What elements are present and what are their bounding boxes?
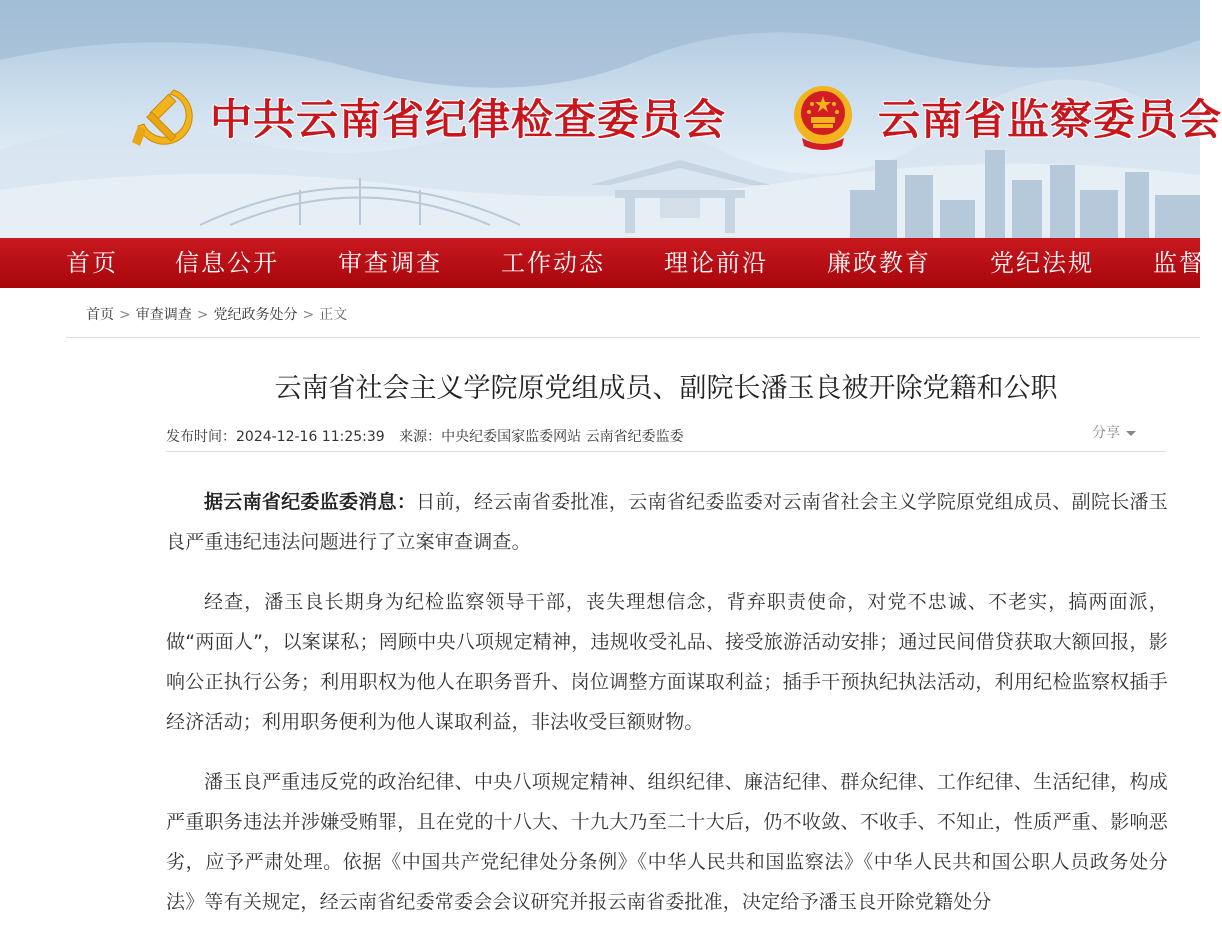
breadcrumb-divider <box>66 337 1200 338</box>
article-paragraph <box>166 482 1168 562</box>
share-label: 分享 <box>1092 425 1120 441</box>
article-meta <box>166 426 694 446</box>
cpc-commission-title: 中共云南省纪律检查委员会 <box>210 95 727 144</box>
publish-time: 发布时间：2024-12-16 11:25:39 <box>166 429 385 445</box>
article-source: 来源：中央纪委国家监委网站 云南省纪委监委 <box>399 429 684 445</box>
article-paragraph: 经查，潘玉良长期身为纪检监察领导干部，丧失理想信念，背弃职责使命，对党不忠诚、不老实，搞两面派，做“两面人”，以案谋私；罔顾中央八项规定精神，违规收受礼品、接受旅游活动安排；通过民间借贷获取大额回报，影响公正执行公务；利用职权为他人在职务晋升、岗位调整方面谋取利益；插手干预执纪执法活动，利用纪检监察权插手经济活动；利用职务便利为他人谋取利益，非法收受巨额财物。 <box>166 591 1168 733</box>
breadcrumb-separator: > <box>119 307 131 323</box>
nav-item-theory-frontier[interactable]: 理论前沿 <box>664 249 768 277</box>
main-nav <box>0 238 1205 288</box>
breadcrumb-current: 正文 <box>319 307 348 323</box>
article-title: 云南省社会主义学院原党组成员、副院长潘玉良被开除党籍和公职 <box>274 373 1058 404</box>
breadcrumb-discipline-sanctions[interactable]: 党纪政务处分 <box>213 307 298 323</box>
site-header <box>0 0 1222 238</box>
supervision-brand <box>792 84 1222 150</box>
nav-item-supervision[interactable]: 监督 <box>1153 249 1205 277</box>
article-body <box>166 482 1168 942</box>
breadcrumb-separator: > <box>302 307 315 323</box>
chevron-down-icon <box>1126 431 1136 436</box>
lead-source: 据云南省纪委监委消息： <box>204 491 417 513</box>
article-paragraph: 潘玉良严重违反党的政治纪律、中央八项规定精神、组织纪律、廉洁纪律、群众纪律、工作纪律、生活纪律，构成严重职务违法并涉嫌受贿罪，且在党的十八大、十九大乃至二十大后，仍不收敛、不收手、不知止，性质严重、影响恶劣，应予严肃处理。依据《中国共产党纪律处分条例》《中华人民共和国监察法》《中华人民共和国公职人员政务处分法》等有关规定，经云南省纪委常委会会议研究并报云南省委批准，决定给予潘玉良开除党籍处分 <box>166 771 1168 913</box>
national-emblem-icon <box>792 84 854 150</box>
nav-item-home[interactable]: 首页 <box>66 249 118 277</box>
breadcrumb <box>86 304 347 324</box>
breadcrumb-separator: > <box>196 307 209 323</box>
breadcrumb-home[interactable]: 首页 <box>86 307 114 323</box>
supervision-commission-title: 云南省监察委员会 <box>878 95 1222 144</box>
meta-divider <box>166 451 1166 452</box>
nav-item-info-disclosure[interactable]: 信息公开 <box>175 249 279 277</box>
cpc-brand <box>128 84 726 150</box>
nav-item-party-regulations[interactable]: 党纪法规 <box>990 249 1094 277</box>
nav-item-integrity-education[interactable]: 廉政教育 <box>827 249 931 277</box>
nav-item-review-investigation[interactable]: 审查调查 <box>338 249 442 277</box>
breadcrumb-review-investigation[interactable]: 审查调查 <box>135 307 192 323</box>
nav-item-work-news[interactable]: 工作动态 <box>501 249 605 277</box>
party-emblem-icon <box>128 84 192 150</box>
paragraph-text: 日前，经云南省委批准，云南省纪委监委对云南省社会主义学院原党组成员、副院长潘玉良严重违纪违法问题进行了立案审查调查。 <box>166 491 1169 553</box>
share-button[interactable] <box>1092 422 1136 442</box>
